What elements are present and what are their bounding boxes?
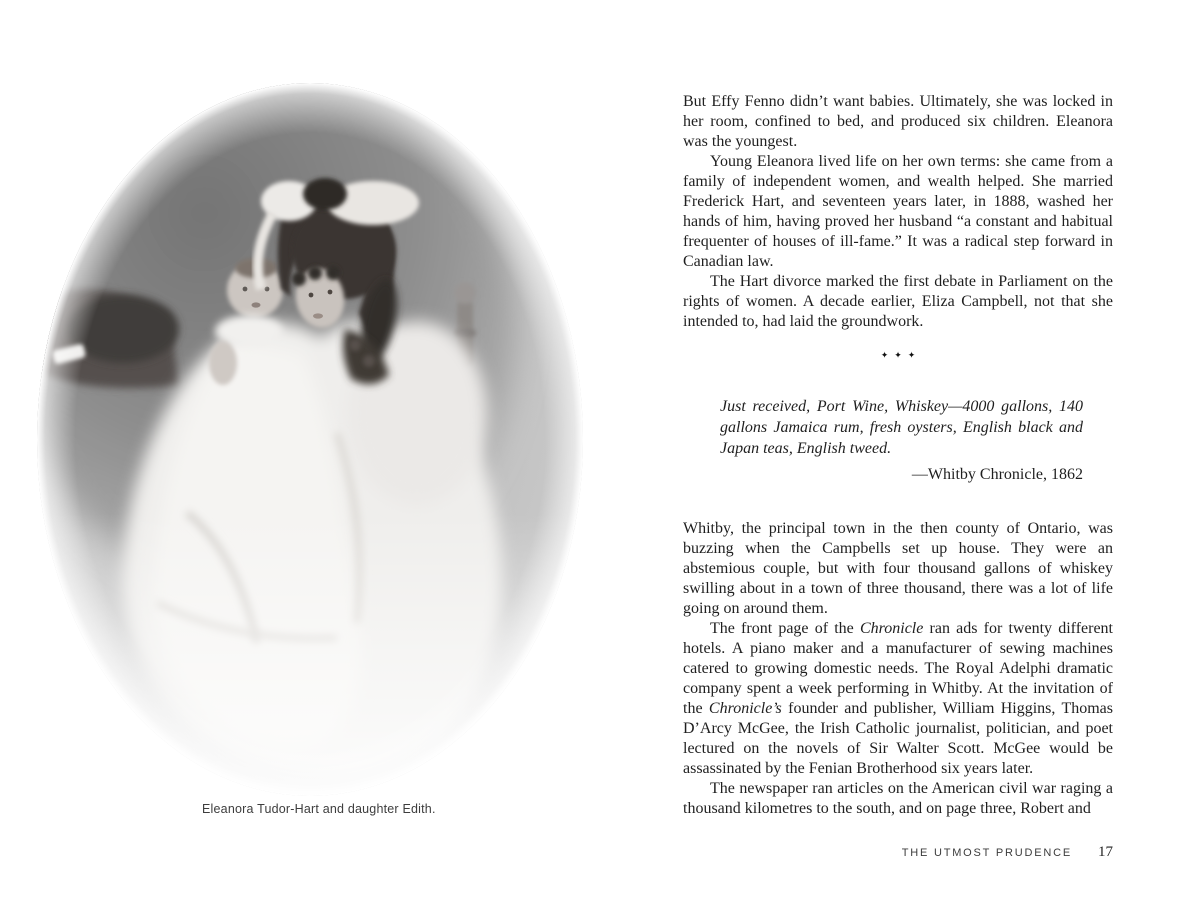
body-paragraph: The Hart divorce marked the first debate in Parliament on the rights of women. A decade earlier, Eliza Campbell, not that she intended to, had laid the groundwork.	[683, 273, 1113, 330]
section-break-ornament: ✦✦✦	[880, 351, 922, 361]
body-paragraph: But Effy Fenno didn’t want babies. Ultimately, she was locked in her room, confined to bed, and produced six children. Eleanora was the youngest.	[683, 93, 1113, 150]
page-footer	[683, 843, 1113, 861]
body-paragraph	[683, 619, 1113, 779]
photo-vignette-rim	[37, 83, 583, 796]
photo-caption: Eleanora Tudor-Hart and daughter Edith.	[202, 802, 436, 816]
italic-title: Chronicle	[859, 620, 924, 637]
body-text-column	[683, 92, 1113, 819]
body-paragraph: The newspaper ran articles on the American civil war raging a thousand kilometres to the south, and on page three, Robert and	[683, 780, 1113, 817]
body-paragraph: Whitby, the principal town in the then county of Ontario, was buzzing when the Campbells set up house. They were an abstemious couple, but with four thousand gallons of whiskey swilling about in a town of three thousand, there was a lot of life going on around them.	[683, 520, 1113, 617]
paragraph-segment: The front page of the	[710, 620, 860, 637]
paragraph-segment: founder and publisher, William Higgins, Thomas D’Arcy McGee, the Irish Catholic journalist, politician, and poet lectured on the novels of Sir Walter Scott. McGee would be assassinated by the Fenian Brotherhood six years later.	[683, 700, 1113, 777]
portrait-photo	[37, 83, 583, 796]
paragraph-segment: ran ads for twenty different hotels. A piano maker and a manufacturer of sewing machines catered to growing domestic needs. The Royal Adelphi dramatic company spent a week performing in Whitby. At the invitation of the	[683, 620, 1114, 717]
portrait-photo-art	[37, 83, 583, 796]
italic-title: Chronicle’s	[708, 700, 782, 717]
block-quote: Just received, Port Wine, Whiskey—4000 gallons, 140 gallons Jamaica rum, fresh oysters, English black and Japan teas, English tweed.	[720, 398, 1083, 457]
body-paragraph: Young Eleanora lived life on her own terms: she came from a family of independent women, and wealth helped. She married Frederick Hart, and seventeen years later, in 1888, washed her hands of him, having proved her husband “a constant and habitual frequenter of houses of ill-fame.” It was a radical step forward in Canadian law.	[683, 153, 1113, 270]
quote-attribution: —Whitby Chronicle, 1862	[911, 466, 1083, 483]
running-head: THE UTMOST PRUDENCE	[901, 847, 1072, 859]
page-number: 17	[1098, 844, 1113, 860]
